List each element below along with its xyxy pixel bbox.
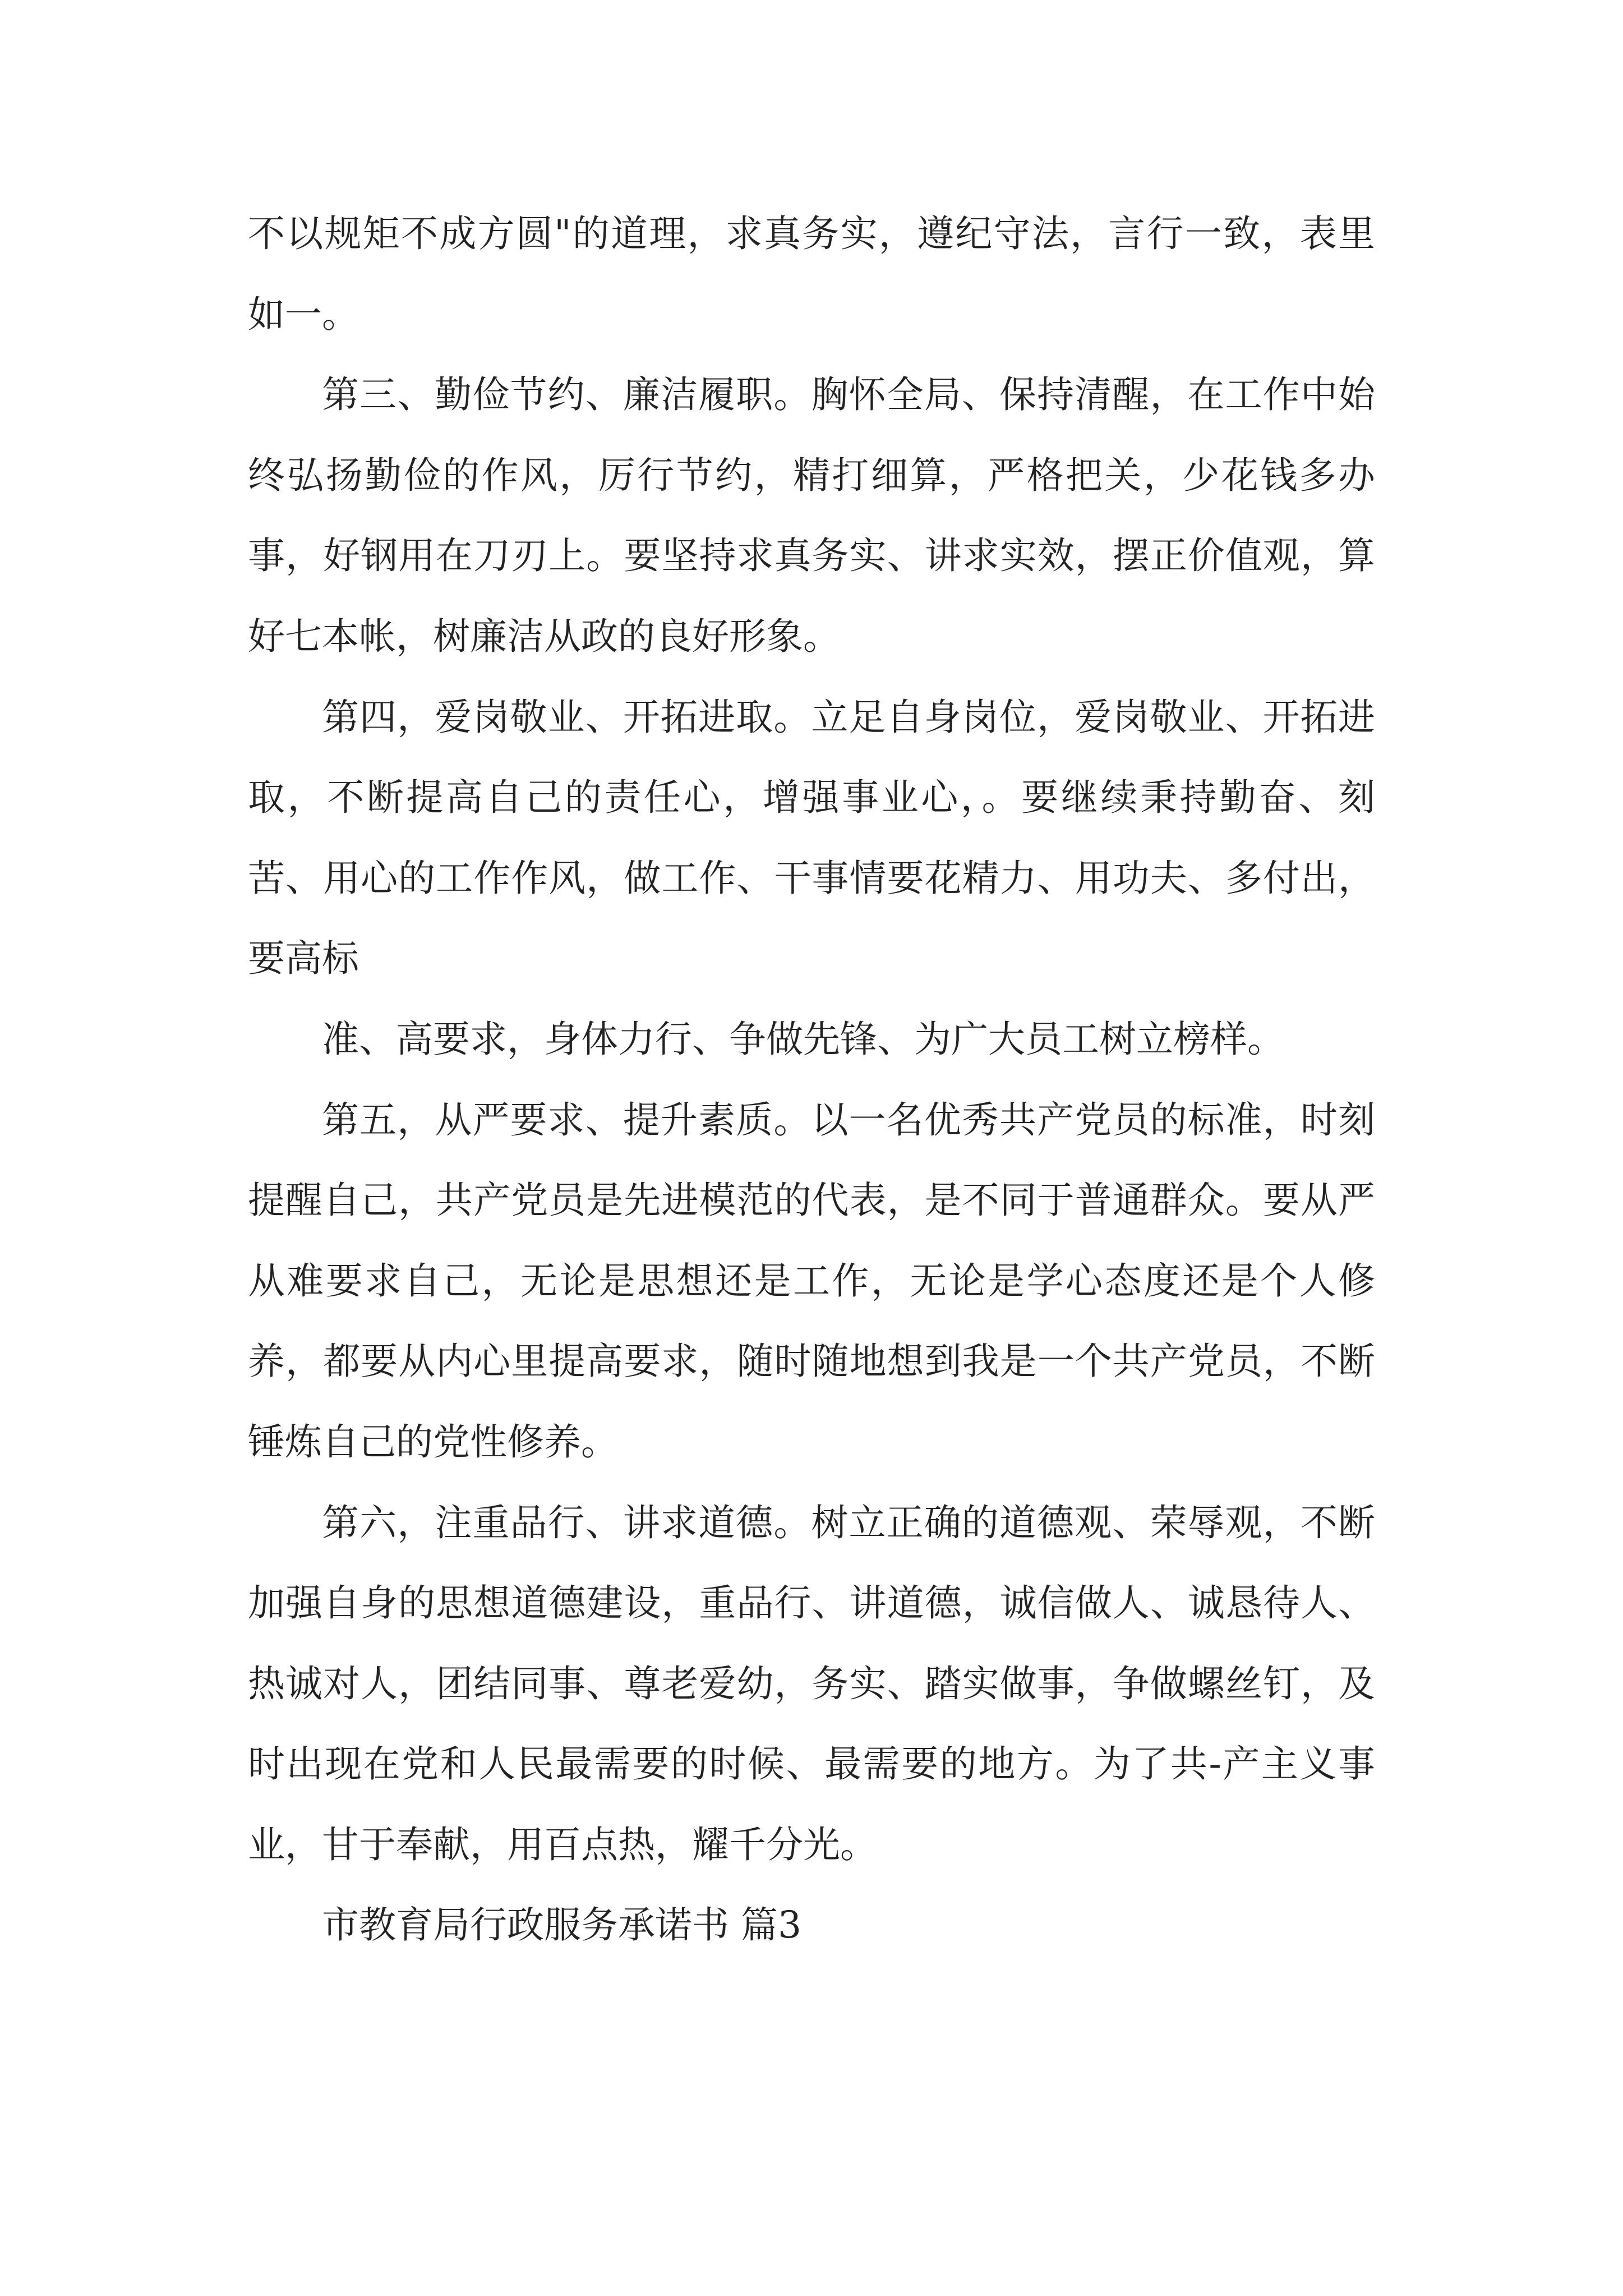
paragraph-fourth-point: 第四，爱岗敬业、开拓进取。立足自身岗位，爱岗敬业、开拓进取，不断提高自己的责任心，增强事业心，。要继续秉持勤奋、刻苦、用心的工作作风，做工作、干事情要花精力、用功夫、多付出，要高标 [248, 695, 1375, 981]
section-heading: 市教育局行政服务承诺书 篇3 [322, 1903, 801, 1947]
paragraph-third-point: 第三、勤俭节约、廉洁履职。胸怀全局、保持清醒，在工作中始终弘扬勤俭的作风，厉行节约，精打细算，严格把关，少花钱多办事，好钢用在刀刃上。要坚持求真务实、讲求实效，摆正价值观，算好七本帐，树廉洁从政的良好形象。 [248, 373, 1375, 658]
document-body [248, 194, 1375, 1966]
paragraph-fifth-point: 第五，从严要求、提升素质。以一名优秀共产党员的标准，时刻提醒自己，共产党员是先进模范的代表，是不同于普通群众。要从严从难要求自己，无论是思想还是工作，无论是学心态度还是个人修养，都要从内心里提高要求，随时随地想到我是一个共产党员，不断锤炼自己的党性修养。 [248, 1098, 1375, 1464]
paragraph-fourth-point-continued: 准、高要求，身体力行、争做先锋、为广大员工树立榜样。 [322, 1017, 1284, 1061]
paragraph-continuation: 不以规矩不成方圆"的道理，求真务实，遵纪守法，言行一致，表里如一。 [248, 212, 1375, 336]
paragraph-sixth-point: 第六，注重品行、讲求道德。树立正确的道德观、荣辱观，不断加强自身的思想道德建设，重品行、讲道德，诚信做人、诚恳待人、热诚对人，团结同事、尊老爱幼，务实、踏实做事，争做螺丝钉，及时出现在党和人民最需要的时候、最需要的地方。为了共-产主义事业，甘于奉献，用百点热，耀千分光。 [248, 1501, 1375, 1866]
